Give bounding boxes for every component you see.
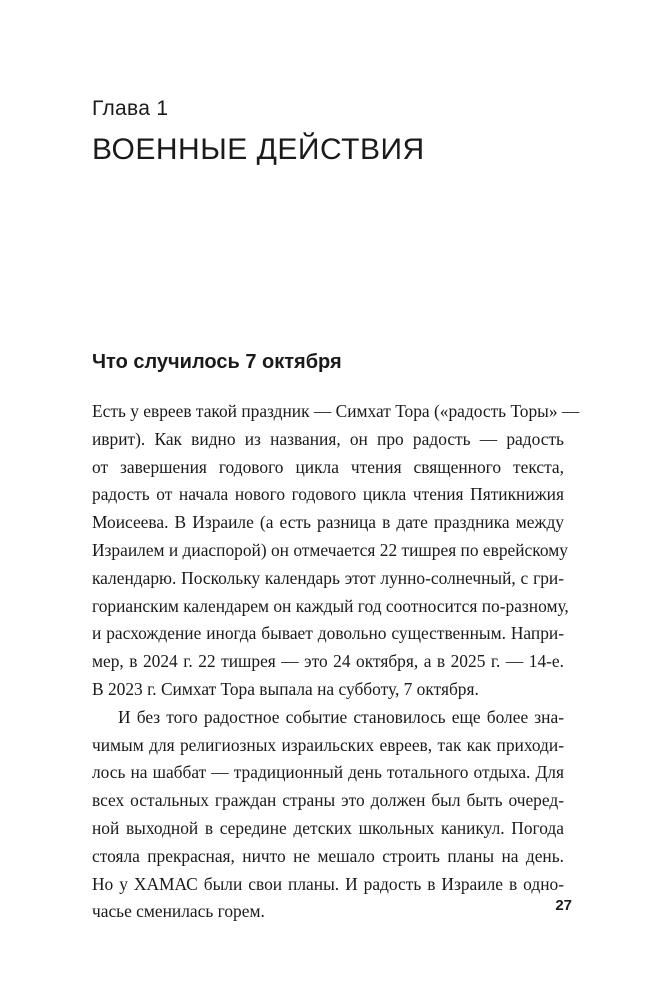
- text-line: Но у ХАМАС были свои планы. И радость в Израиле в одно-: [92, 873, 564, 894]
- text-line: Есть у евреев такой праздник — Симхат Тора («радость Торы» —: [92, 401, 580, 421]
- text-line: календарю. Поскольку календарь этот лунно-солнечный, с гри-: [92, 567, 564, 588]
- text-line: радость от начала нового годового цикла чтения Пятикнижия: [92, 484, 564, 505]
- text-line: Израилем и диаспорой) он отмечается 22 тишрея по еврейскому: [92, 539, 568, 560]
- text-line: и расхождение иногда бывает довольно существенным. Напри-: [92, 623, 564, 644]
- page-number: 27: [555, 897, 572, 914]
- paragraph-2: [92, 704, 564, 926]
- text-line: ной выходной в середине детских школьных каникул. Погода: [92, 817, 564, 838]
- text-line: стояла прекрасная, ничто не мешало строить планы на день.: [92, 845, 564, 866]
- chapter-title: ВОЕННЫЕ ДЕЙСТВИЯ: [92, 133, 425, 166]
- text-line: В 2023 г. Симхат Тора выпала на субботу, 7 октября.: [92, 678, 479, 699]
- paragraph-1: [92, 398, 580, 704]
- text-line: всех остальных граждан страны это должен был быть очеред-: [92, 790, 564, 811]
- text-line: мер, в 2024 г. 22 тишрея — это 24 октября, а в 2025 г. — 14-е.: [92, 651, 564, 672]
- text-line: от завершения годового цикла чтения священного текста,: [92, 456, 564, 477]
- text-line: часье сменилась горем.: [92, 901, 265, 922]
- text-line: горианским календарем он каждый год соотносится по-разному,: [92, 595, 569, 616]
- text-line: Моисеева. В Израиле (а есть разница в дате праздника между: [92, 512, 564, 533]
- section-title: Что случилось 7 октября: [92, 351, 342, 373]
- text-line: иврит). Как видно из названия, он про радость — радость: [92, 428, 564, 449]
- text-line: лось на шаббат — традиционный день тотального отдыха. Для: [92, 762, 564, 783]
- text-line: чимым для религиозных израильских евреев, так как приходи-: [92, 734, 564, 755]
- body-text: [92, 398, 580, 926]
- text-line: И без того радостное событие становилось еще более зна-: [118, 706, 564, 727]
- chapter-label: Глава 1: [92, 97, 169, 120]
